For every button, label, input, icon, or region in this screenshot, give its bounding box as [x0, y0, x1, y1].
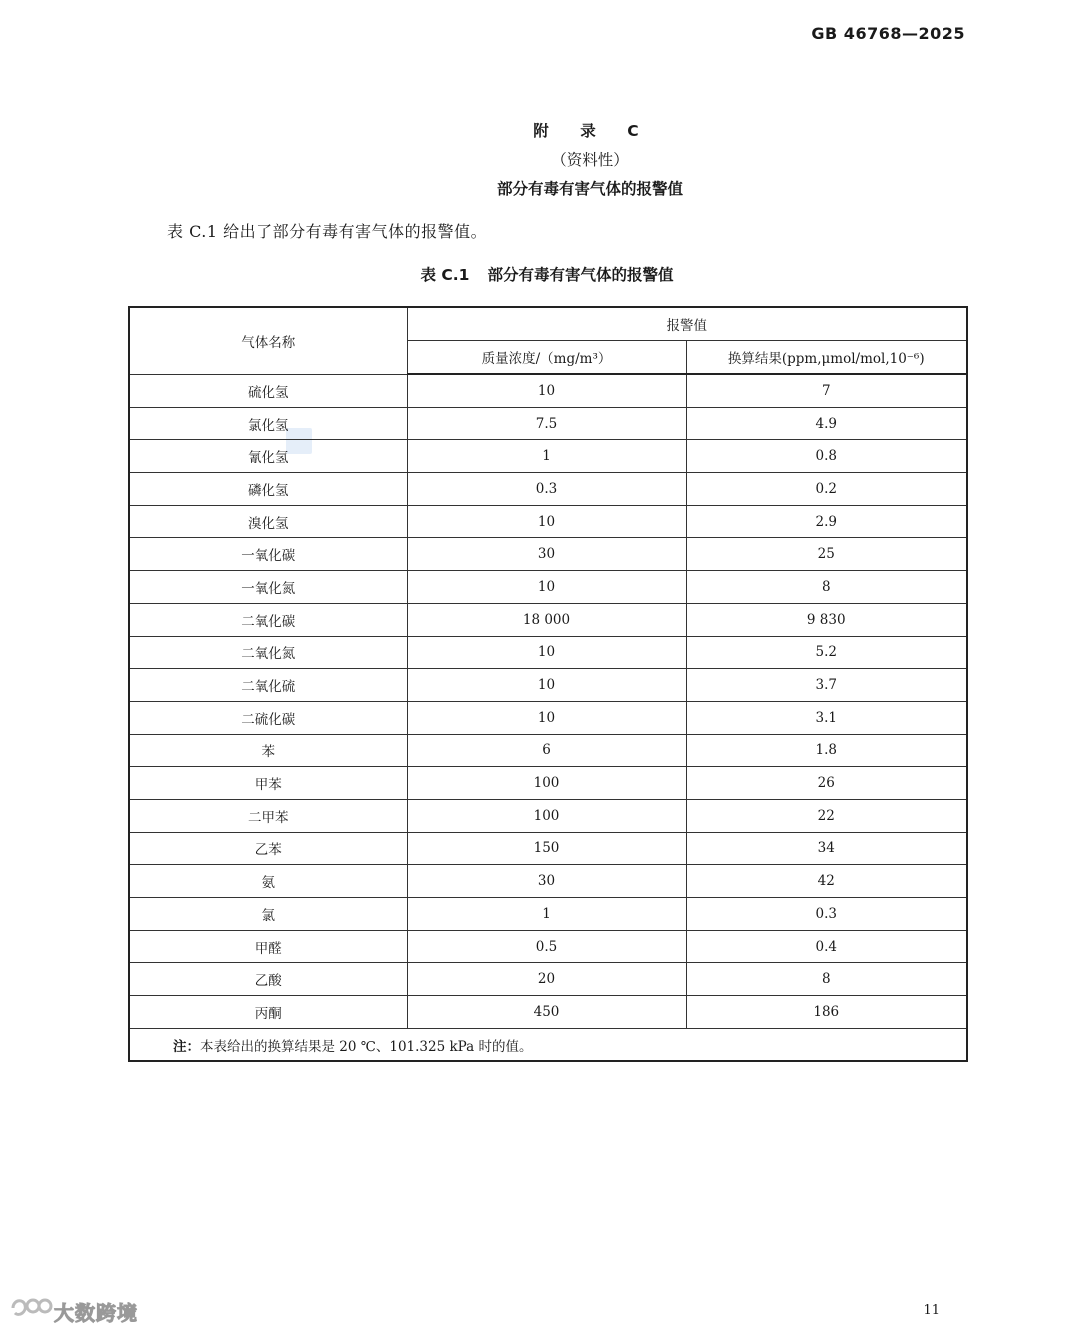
cell-gas-name: 氨 — [129, 865, 407, 898]
table-row — [129, 898, 967, 931]
cell-conversion-result: 2.9 — [686, 505, 967, 538]
cell-mass-concentration: 20 — [407, 963, 686, 996]
table-row — [129, 865, 967, 898]
table-caption-number: 表 C.1 — [420, 266, 470, 284]
cell-mass-concentration: 1 — [407, 898, 686, 931]
cell-conversion-result: 3.7 — [686, 669, 967, 702]
table-row — [129, 538, 967, 571]
cell-gas-name: 二硫化碳 — [129, 701, 407, 734]
cell-mass-concentration: 100 — [407, 767, 686, 800]
header-conversion-result: 换算结果(ppm,μmol/mol,10⁻⁶) — [686, 341, 967, 375]
cell-gas-name: 乙苯 — [129, 832, 407, 865]
cell-conversion-result: 186 — [686, 996, 967, 1029]
header-gas-name: 气体名称 — [129, 307, 407, 374]
cell-gas-name: 磷化氢 — [129, 473, 407, 506]
cell-gas-name: 一氧化碳 — [129, 538, 407, 571]
table-row — [129, 996, 967, 1029]
table-row — [129, 701, 967, 734]
cell-gas-name: 二氧化碳 — [129, 603, 407, 636]
cell-conversion-result: 9 830 — [686, 603, 967, 636]
table-body — [129, 374, 967, 1028]
cell-conversion-result: 8 — [686, 963, 967, 996]
header-alarm-value: 报警值 — [407, 307, 967, 341]
table-row — [129, 473, 967, 506]
cell-mass-concentration: 7.5 — [407, 407, 686, 440]
table-row — [129, 963, 967, 996]
cell-mass-concentration: 10 — [407, 636, 686, 669]
cell-mass-concentration: 10 — [407, 701, 686, 734]
table-row — [129, 603, 967, 636]
cell-gas-name: 溴化氢 — [129, 505, 407, 538]
cell-gas-name: 硫化氢 — [129, 374, 407, 407]
appendix-nature: （资料性） — [551, 151, 629, 169]
table-row — [129, 767, 967, 800]
cell-mass-concentration: 30 — [407, 865, 686, 898]
cell-mass-concentration: 100 — [407, 799, 686, 832]
table-row — [129, 505, 967, 538]
cell-conversion-result: 0.3 — [686, 898, 967, 931]
cell-conversion-result: 42 — [686, 865, 967, 898]
table-note — [129, 1028, 967, 1061]
watermark-text: 大数跨境 — [54, 1301, 138, 1325]
header-mass-concentration: 质量浓度/（mg/m³） — [407, 341, 686, 375]
alarm-value-table — [128, 306, 968, 1062]
cell-conversion-result: 5.2 — [686, 636, 967, 669]
cell-conversion-result: 3.1 — [686, 701, 967, 734]
note-label: 注： — [173, 1038, 200, 1055]
cell-gas-name: 甲醛 — [129, 930, 407, 963]
cell-gas-name: 氰化氢 — [129, 440, 407, 473]
appendix-name: 部分有毒有害气体的报警值 — [496, 180, 683, 198]
cell-mass-concentration: 150 — [407, 832, 686, 865]
cell-gas-name: 氯化氢 — [129, 407, 407, 440]
table-row — [129, 374, 967, 407]
cell-gas-name: 甲苯 — [129, 767, 407, 800]
cell-gas-name: 一氧化氮 — [129, 571, 407, 604]
table-caption-title: 部分有毒有害气体的报警值 — [487, 266, 674, 284]
standard-number: GB 46768—2025 — [811, 24, 965, 43]
table-row — [129, 440, 967, 473]
cell-gas-name: 二氧化硫 — [129, 669, 407, 702]
table-row — [129, 636, 967, 669]
cell-gas-name: 乙酸 — [129, 963, 407, 996]
note-text: 本表给出的换算结果是 20 ℃、101.325 kPa 时的值。 — [200, 1038, 533, 1055]
table-row — [129, 832, 967, 865]
cell-gas-name: 二氧化氮 — [129, 636, 407, 669]
cell-mass-concentration: 10 — [407, 505, 686, 538]
table-row — [129, 930, 967, 963]
cell-mass-concentration: 1 — [407, 440, 686, 473]
cell-mass-concentration: 0.5 — [407, 930, 686, 963]
cell-mass-concentration: 6 — [407, 734, 686, 767]
table-row — [129, 799, 967, 832]
intro-paragraph: 表 C.1 给出了部分有毒有害气体的报警值。 — [167, 222, 488, 241]
table-row — [129, 669, 967, 702]
cell-conversion-result: 0.4 — [686, 930, 967, 963]
brand-logo-icon — [9, 1295, 53, 1321]
cell-gas-name: 丙酮 — [129, 996, 407, 1029]
page-number: 11 — [923, 1303, 940, 1318]
cell-conversion-result: 34 — [686, 832, 967, 865]
cell-gas-name: 二甲苯 — [129, 799, 407, 832]
cell-mass-concentration: 10 — [407, 669, 686, 702]
cell-conversion-result: 25 — [686, 538, 967, 571]
cell-mass-concentration: 18 000 — [407, 603, 686, 636]
cell-conversion-result: 7 — [686, 374, 967, 407]
cell-mass-concentration: 10 — [407, 374, 686, 407]
cell-mass-concentration: 30 — [407, 538, 686, 571]
cell-gas-name: 苯 — [129, 734, 407, 767]
cell-conversion-result: 0.2 — [686, 473, 967, 506]
table-row — [129, 734, 967, 767]
cell-conversion-result: 4.9 — [686, 407, 967, 440]
table-row — [129, 571, 967, 604]
appendix-title: 附 录 C — [533, 122, 647, 140]
cell-conversion-result: 0.8 — [686, 440, 967, 473]
cell-conversion-result: 8 — [686, 571, 967, 604]
cell-mass-concentration: 450 — [407, 996, 686, 1029]
table-row — [129, 407, 967, 440]
cell-conversion-result: 22 — [686, 799, 967, 832]
cell-mass-concentration: 10 — [407, 571, 686, 604]
cell-mass-concentration: 0.3 — [407, 473, 686, 506]
table-caption — [0, 263, 1080, 285]
cell-conversion-result: 1.8 — [686, 734, 967, 767]
cell-gas-name: 氯 — [129, 898, 407, 931]
cell-conversion-result: 26 — [686, 767, 967, 800]
